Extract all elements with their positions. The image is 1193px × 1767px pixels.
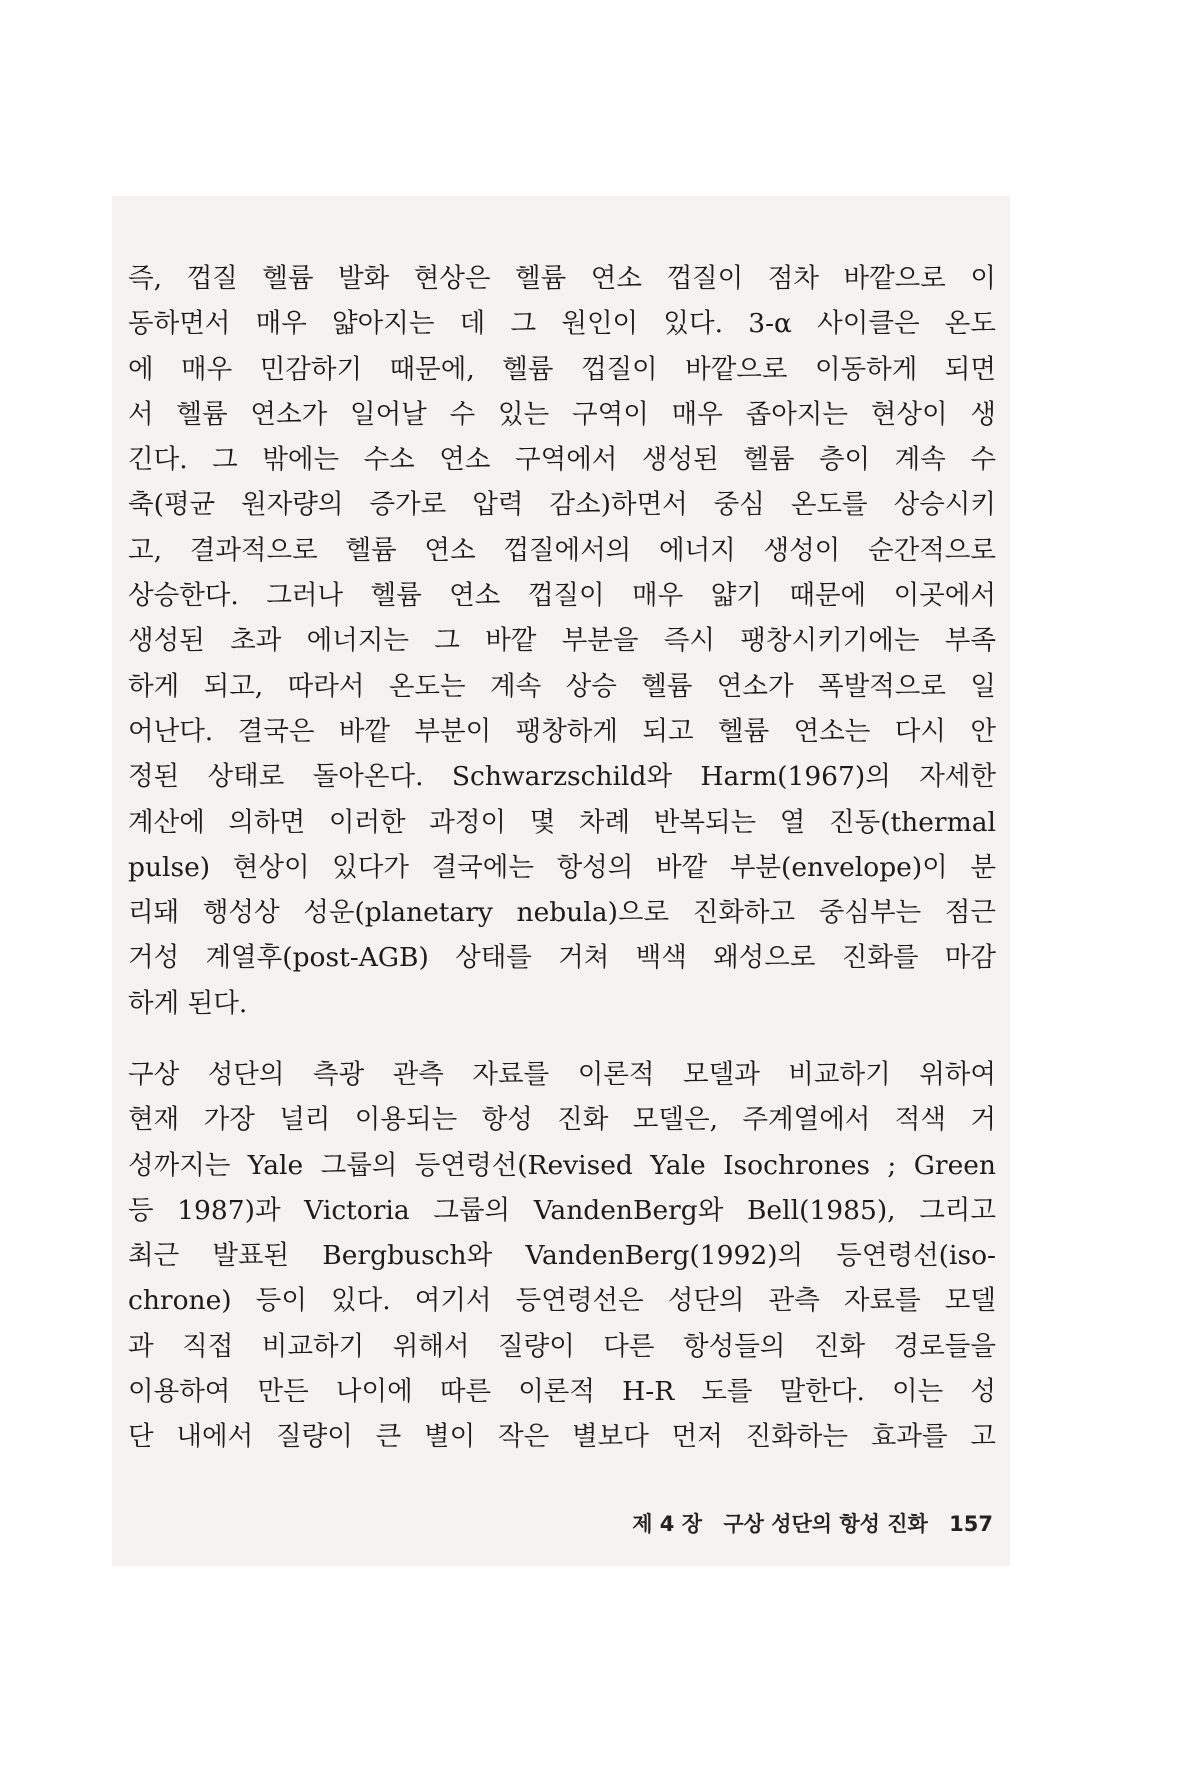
chapter-label: 제 4 장 — [632, 1512, 703, 1536]
text-line: 에 매우 민감하기 때문에, 헬륨 껍질이 바깥으로 이동하게 되면 — [128, 353, 996, 385]
text-line: 구상 성단의 측광 관측 자료를 이론적 모델과 비교하기 위하여 — [128, 1059, 996, 1090]
text-line: chrone) 등이 있다. 여기서 등연령선은 성단의 관측 자료를 모델 — [128, 1285, 996, 1317]
text-line: 하게 되고, 따라서 온도는 계속 상승 헬륨 연소가 폭발적으로 일 — [128, 670, 996, 702]
text-line: 동하면서 매우 얇아지는 데 그 원인이 있다. 3-α 사이클은 온도 — [128, 308, 996, 340]
text-line: 하게 된다. — [128, 987, 248, 1019]
text-line: 계산에 의하면 이러한 과정이 몇 차례 반복되는 열 진동(thermal — [128, 806, 996, 838]
text-line: 리돼 행성상 성운(planetary nebula)으로 진화하고 중심부는 점근 — [128, 897, 996, 929]
page-number: 157 — [949, 1512, 993, 1536]
text-line: 고, 결과적으로 헬륨 연소 껍질에서의 에너지 생성이 순간적으로 — [128, 534, 996, 566]
paragraph-helium-shell-flash — [128, 256, 996, 1026]
text-line: 등 1987)과 Victoria 그룹의 VandenBerg와 Bell(1985), 그리고 — [128, 1194, 996, 1226]
page-footer — [632, 1508, 993, 1538]
text-line: pulse) 현상이 있다가 결국에는 항성의 바깥 부분(envelope)이 분 — [128, 851, 996, 883]
text-line: 이용하여 만든 나이에 따른 이론적 H-R 도를 말한다. 이는 성 — [128, 1376, 996, 1408]
text-line: 서 헬륨 연소가 일어날 수 있는 구역이 매우 좁아지는 현상이 생 — [128, 398, 996, 430]
text-line: 긴다. 그 밖에는 수소 연소 구역에서 생성된 헬륨 층이 계속 수 — [128, 444, 996, 476]
text-line: 단 내에서 질량이 큰 별이 작은 별보다 먼저 진화하는 효과를 고 — [128, 1421, 996, 1453]
chapter-title: 구상 성단의 항성 진화 — [723, 1512, 928, 1536]
text-line: 현재 가장 널리 이용되는 항성 진화 모델은, 주계열에서 적색 거 — [128, 1104, 996, 1136]
text-line: 최근 발표된 Bergbusch와 VandenBerg(1992)의 등연령선(iso- — [128, 1240, 996, 1272]
text-line: 과 직접 비교하기 위해서 질량이 다른 항성들의 진화 경로들을 — [128, 1330, 996, 1362]
text-line: 즉, 껍질 헬륨 발화 현상은 헬륨 연소 껍질이 점차 바깥으로 이 — [128, 263, 996, 294]
text-line: 상승한다. 그러나 헬륨 연소 껍질이 매우 얇기 때문에 이곳에서 — [128, 580, 996, 612]
text-line: 정된 상태로 돌아온다. Schwarzschild와 Harm(1967)의 자세한 — [128, 761, 996, 793]
text-line: 어난다. 결국은 바깥 부분이 팽창하게 되고 헬륨 연소는 다시 안 — [128, 715, 996, 747]
text-line: 생성된 초과 에너지는 그 바깥 부분을 즉시 팽창시키기에는 부족 — [128, 625, 996, 657]
text-line: 거성 계열후(post-AGB) 상태를 거쳐 백색 왜성으로 진화를 마감 — [128, 942, 996, 974]
paragraph-isochrone-models — [128, 1052, 996, 1460]
text-line: 성까지는 Yale 그룹의 등연령선(Revised Yale Isochrones ; Green — [128, 1149, 996, 1181]
text-line: 축(평균 원자량의 증가로 압력 감소)하면서 중심 온도를 상승시키 — [128, 489, 996, 521]
